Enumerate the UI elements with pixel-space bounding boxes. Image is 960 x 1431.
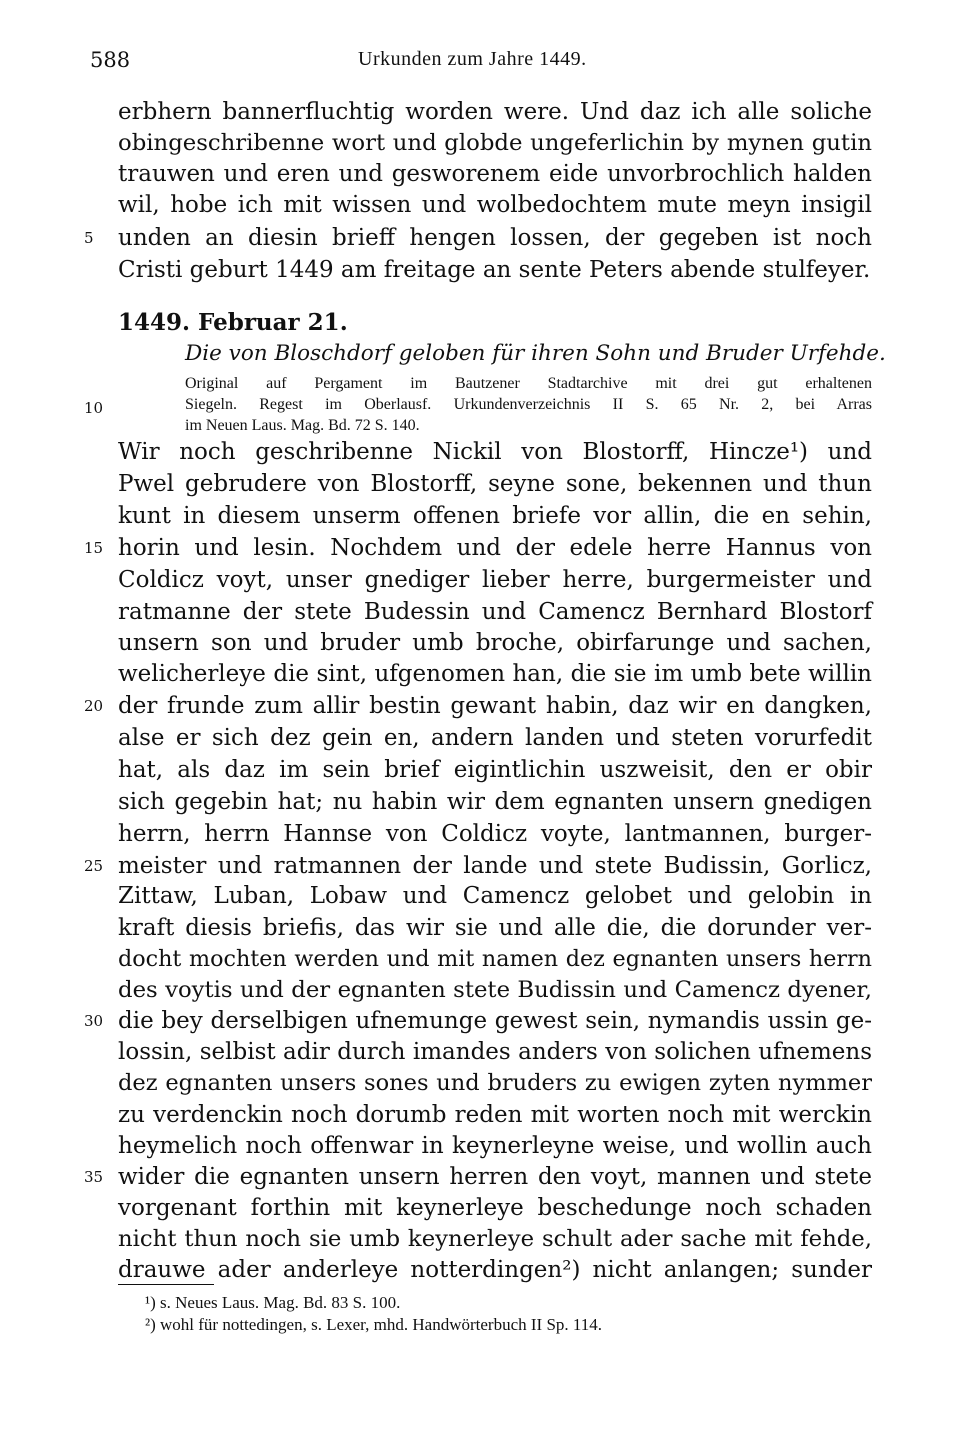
body-line: dez egnanten unsers sones und bruders zu ewigen zyten nymmer	[118, 1070, 872, 1096]
body-line: Wir noch geschribenne Nickil von Blostorff, Hincze¹) und	[118, 439, 872, 465]
intro-line: trauwen und eren und gesworenem eide unvorbrochlich halden	[118, 161, 872, 187]
intro-line: obingeschribenne wort und globde ungeferlichin by mynen gutin	[118, 130, 872, 156]
intro-line: wil, hobe ich mit wissen und wolbedochtem mute meyn insigil	[118, 192, 872, 218]
margin-line-number: 10	[84, 399, 104, 417]
body-line: docht mochten werden und mit namen dez egnanten unsers herrn	[118, 946, 872, 972]
source-note-line: Original auf Pergament im Bautzener Stadtarchive mit drei gut erhaltenen	[185, 375, 872, 392]
body-line: kraft diesis briefis, das wir sie und alle die, die dorunder ver-	[118, 915, 872, 941]
body-line: lossin, selbist adir durch imandes anders von solichen ufnemens	[118, 1039, 872, 1065]
body-line: des voytis und der egnanten stete Budissin und Camencz dyener,	[118, 977, 872, 1003]
body-line: meister und ratmannen der lande und stete Budissin, Gorlicz,	[118, 853, 872, 879]
body-line: herrn, herrn Hannse von Coldicz voyte, lantmannen, burger-	[118, 821, 872, 847]
body-line: sich gegebin hat; nu habin wir dem egnanten unsern gnedigen	[118, 789, 872, 815]
body-line: die bey derselbigen ufnemunge gewest sein, nymandis ussin ge-	[118, 1008, 872, 1034]
margin-line-number: 15	[84, 539, 104, 557]
body-line: kunt in diesem unserm offenen briefe vor allin, die en sehin,	[118, 503, 872, 529]
intro-line: erbhern bannerfluchtig worden were. Und daz ich alle soliche	[118, 99, 872, 125]
intro-line: unden an diesin brieff hengen lossen, der gegeben ist noch	[118, 225, 872, 251]
body-line: vorgenant forthin mit keynerleye beschedunge noch schaden	[118, 1195, 872, 1221]
body-line: ratmanne der stete Budessin und Camencz Bernhard Blostorf	[118, 599, 872, 625]
body-line: nicht thun noch sie umb keynerleye schult ader sache mit fehde,	[118, 1226, 872, 1252]
margin-line-number: 20	[84, 697, 104, 715]
body-line: zu verdenckin noch dorumb reden mit worten noch mit werckin	[118, 1102, 872, 1128]
footnote-rule	[118, 1284, 214, 1285]
footnote: ²) wohl für nottedingen, s. Lexer, mhd. Handwörterbuch II Sp. 114.	[145, 1315, 603, 1334]
body-line: der frunde zum allir bestin gewant habin, daz wir en dangken,	[118, 693, 872, 719]
body-line: welicherleye die sint, ufgenomen han, die sie im umb bete willin	[118, 661, 872, 687]
body-line: Pwel gebrudere von Blostorff, seyne sone, bekennen und thun	[118, 471, 872, 497]
body-line: Zittaw, Luban, Lobaw und Camencz gelobet und gelobin in	[118, 883, 872, 909]
intro-line: Cristi geburt 1449 am freitage an sente Peters abende stulfeyer.	[118, 257, 871, 283]
page-number: 588	[90, 48, 131, 72]
running-title: Urkunden zum Jahre 1449.	[358, 48, 587, 70]
body-line: drauwe ader anderleye notterdingen²) nicht anlangen; sunder	[118, 1257, 872, 1283]
margin-line-number: 30	[84, 1012, 104, 1030]
body-line: hat, als daz im sein brief eigintlichin uszweisit, den er obir	[118, 757, 872, 783]
margin-line-number: 35	[84, 1168, 104, 1186]
margin-line-number: 5	[84, 229, 94, 247]
body-line: heymelich noch offenwar in keynerleyne weise, und wollin auch	[118, 1133, 872, 1159]
charter-date-heading: 1449. Februar 21.	[118, 309, 348, 336]
charter-regest: Die von Bloschdorf geloben für ihren Sohn und Bruder Urfehde.	[185, 341, 886, 366]
body-line: Coldicz voyt, unser gnediger lieber herre, burgermeister und	[118, 567, 872, 593]
footnote: ¹) s. Neues Laus. Mag. Bd. 83 S. 100.	[145, 1293, 401, 1312]
source-note-line: im Neuen Laus. Mag. Bd. 72 S. 140.	[185, 417, 420, 434]
body-line: alse er sich dez gein en, andern landen und steten vorurfedit	[118, 725, 872, 751]
margin-line-number: 25	[84, 857, 104, 875]
source-note-line: Siegeln. Regest im Oberlausf. Urkundenverzeichnis II S. 65 Nr. 2, bei Arras	[185, 396, 872, 413]
body-line: unsern son und bruder umb broche, obirfarunge und sachen,	[118, 630, 872, 656]
body-line: horin und lesin. Nochdem und der edele herre Hannus von	[118, 535, 872, 561]
body-line: wider die egnanten unsern herren den voyt, mannen und stete	[118, 1164, 872, 1190]
